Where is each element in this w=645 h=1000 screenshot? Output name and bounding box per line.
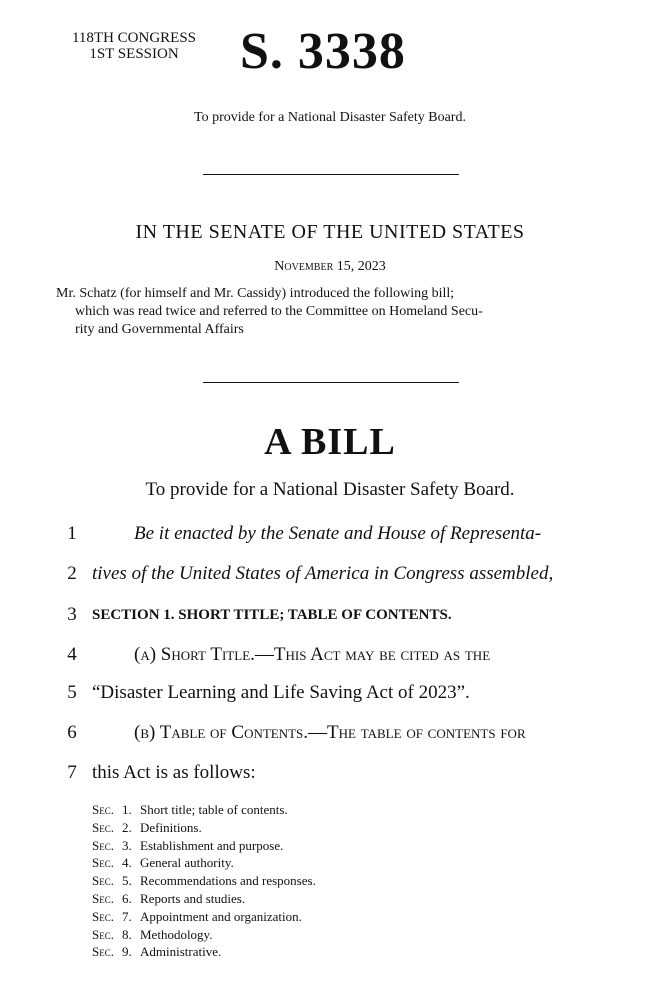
line-text: (b) Table of Contents.—The table of contents for xyxy=(134,722,526,743)
toc-sec-label: Sec. xyxy=(92,837,114,853)
line-text: Be it enacted by the Senate and House of Representa- xyxy=(134,523,542,544)
line-number: 7 xyxy=(67,762,77,783)
line-number: 4 xyxy=(67,644,77,665)
toc-entry xyxy=(92,872,316,890)
toc-sec-label: Sec. xyxy=(92,873,114,889)
toc-sec-label: Sec. xyxy=(92,926,114,942)
congress-session-label xyxy=(56,30,212,62)
toc-entry xyxy=(92,837,316,855)
chamber-heading: IN THE SENATE OF THE UNITED STATES xyxy=(135,221,525,243)
bill-line xyxy=(0,563,645,589)
toc-title: Short title; table of contents. xyxy=(140,802,288,817)
congress-label: 118TH CONGRESS xyxy=(71,30,197,46)
toc-number: 1. xyxy=(122,802,132,817)
bill-line xyxy=(0,762,645,788)
toc-number: 8. xyxy=(122,926,132,942)
toc-title: Reports and studies. xyxy=(140,890,246,906)
purpose-summary: To provide for a National Disaster Safety Board. xyxy=(194,110,466,125)
toc-title: General authority. xyxy=(140,855,234,871)
toc-number: 3. xyxy=(122,837,132,853)
divider-top xyxy=(203,174,459,175)
divider-bottom xyxy=(203,382,459,383)
toc-entry xyxy=(92,908,316,926)
line-number: 5 xyxy=(67,682,77,703)
session-label: 1ST SESSION xyxy=(89,46,179,62)
toc-entry xyxy=(92,854,316,872)
toc-number: 5. xyxy=(122,873,132,889)
toc-sec-label: Sec. xyxy=(92,944,114,960)
toc-title: Definitions. xyxy=(140,819,202,835)
line-text: “Disaster Learning and Life Saving Act of 2023”. xyxy=(92,682,470,703)
line-number: 3 xyxy=(67,604,77,625)
toc-sec-label: Sec. xyxy=(92,908,114,924)
toc-sec-label: Sec. xyxy=(92,855,114,871)
table-of-contents xyxy=(92,801,316,961)
line-text: (a) Short Title.—This Act may be cited as the xyxy=(134,644,491,665)
toc-entry xyxy=(92,890,316,908)
bill-line xyxy=(0,682,645,708)
line-number: 1 xyxy=(67,523,77,544)
toc-sec-label: Sec. xyxy=(92,802,114,817)
bill-heading: A BILL xyxy=(264,421,396,463)
bill-number: S. 3338 xyxy=(240,23,406,80)
toc-title: Administrative. xyxy=(140,944,222,960)
bill-line xyxy=(0,523,645,549)
toc-sec-label: Sec. xyxy=(92,890,114,906)
introduction-line-3: rity and Governmental Affairs xyxy=(75,322,244,337)
bill-line xyxy=(0,604,645,630)
toc-number: 9. xyxy=(122,944,132,960)
toc-number: 6. xyxy=(122,890,132,906)
toc-title: Establishment and purpose. xyxy=(140,837,284,853)
introduction-line-2: which was read twice and referred to the Committee on Homeland Secu- xyxy=(75,304,483,319)
toc-title: Appointment and organization. xyxy=(140,908,302,924)
toc-number: 4. xyxy=(122,855,132,871)
introduction-paragraph xyxy=(56,285,606,339)
introduced-date: November 15, 2023 xyxy=(274,259,386,274)
toc-entry xyxy=(92,801,316,819)
line-number: 6 xyxy=(67,722,77,743)
bill-line xyxy=(0,644,645,670)
toc-number: 2. xyxy=(122,819,132,835)
line-number: 2 xyxy=(67,563,77,584)
toc-entry xyxy=(92,943,316,961)
toc-title: Recommendations and responses. xyxy=(140,873,316,889)
introduction-line-1: Mr. Schatz (for himself and Mr. Cassidy) introduced the following bill; xyxy=(56,286,455,301)
toc-title: Methodology. xyxy=(140,926,213,942)
section-heading: SECTION 1. SHORT TITLE; TABLE OF CONTENTS. xyxy=(92,607,452,623)
toc-entry xyxy=(92,926,316,944)
bill-purpose: To provide for a National Disaster Safety Board. xyxy=(145,479,515,500)
toc-sec-label: Sec. xyxy=(92,819,114,835)
bill-line xyxy=(0,722,645,748)
toc-number: 7. xyxy=(122,908,132,924)
line-text: this Act is as follows: xyxy=(92,762,256,783)
toc-entry xyxy=(92,819,316,837)
line-text: tives of the United States of America in Congress assembled, xyxy=(92,563,554,584)
